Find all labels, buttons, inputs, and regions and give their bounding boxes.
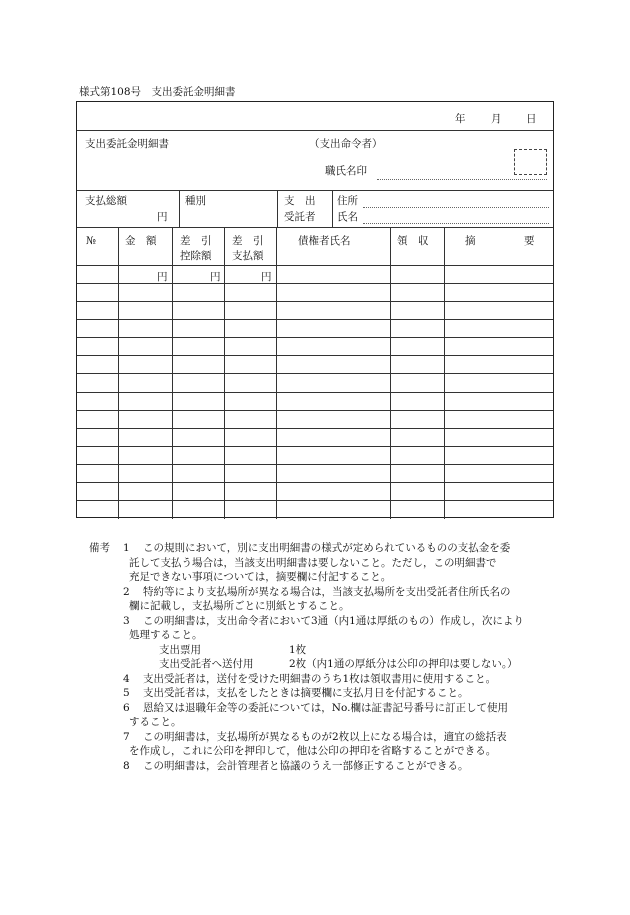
type-label: 種別: [185, 195, 206, 207]
date-day-label: 日: [526, 113, 537, 125]
note-text: 支出受託者は，支払をしたときは摘要欄に支払月日を付記すること。: [143, 687, 469, 699]
col-header-amount: 金 額: [125, 235, 157, 247]
total-unit: 円: [157, 211, 168, 223]
address-label: 住所: [337, 195, 358, 207]
table-row[interactable]: [77, 410, 553, 411]
col-header-no: №: [86, 235, 96, 247]
table-row[interactable]: [77, 355, 553, 356]
table-row[interactable]: [77, 319, 553, 320]
table-top: [77, 227, 553, 228]
table-row[interactable]: [77, 428, 553, 429]
col-header-remarks: 要: [524, 235, 535, 247]
note-text: を作成し，これに公印を押印して，他は公印の押印を省略することができる。: [129, 745, 497, 757]
payee-label: 支 出: [284, 195, 316, 207]
table-row[interactable]: [77, 373, 553, 374]
note-text: この明細書は，支払場所が異なるものが2枚以上になる場合は，適宜の総括表: [143, 730, 507, 743]
unit-deduction: 円: [210, 271, 221, 283]
note-number: 2: [123, 585, 130, 598]
name-seal-line[interactable]: [377, 179, 547, 180]
table-row[interactable]: [77, 446, 553, 447]
note-text: 処理すること。: [129, 629, 203, 641]
unit-amount: 円: [157, 271, 168, 283]
note-number: 4: [123, 672, 130, 685]
form-title: 様式第108号 支出委託金明細書: [79, 86, 236, 98]
note-text: 恩給又は退職年金等の委託については，No.欄は証書記号番号に訂正して使用: [143, 701, 508, 714]
statement-form: [76, 101, 554, 518]
col-header-creditor: 債権者氏名: [298, 235, 351, 247]
total-label: 支払総額: [85, 195, 127, 207]
col-header-deduction: 控除額: [180, 250, 212, 262]
issuer-label: （支出命令者）: [309, 138, 383, 150]
name-seal-label: 職氏名印: [325, 165, 367, 177]
table-row[interactable]: [77, 500, 553, 501]
col-header-deduction: 差 引: [180, 235, 212, 247]
payee-label: 受託者: [284, 211, 316, 223]
note-text: すること。: [129, 716, 182, 728]
note-text: 充足できない事項については，摘要欄に付記すること。: [129, 571, 392, 583]
note-text: 託して支払う場合は，当該支出明細書は要しないこと。ただし，この明細書で: [129, 556, 497, 569]
divider: [77, 190, 553, 191]
name-field[interactable]: [363, 223, 549, 224]
note-number: 6: [123, 701, 130, 714]
date-month-label: 月: [491, 113, 502, 125]
table-row[interactable]: [77, 392, 553, 393]
notes-label: 備考: [89, 542, 110, 554]
note-text: 欄に記載し，支払場所ごとに別紙とすること。: [129, 600, 350, 612]
name-label: 氏名: [337, 211, 358, 223]
table-row[interactable]: [77, 464, 553, 465]
distribution-count: 2枚（内1通の厚紙分は公印の押印は要しない。）: [289, 658, 518, 670]
address-field[interactable]: [363, 207, 549, 208]
distribution-count: 1枚: [289, 643, 307, 656]
distribution-label: 支出受託者へ送付用: [159, 658, 254, 670]
note-text: この明細書は，会計管理者と協議のうえ一部修正することができる。: [143, 759, 469, 772]
divider: [77, 130, 553, 131]
unit-net: 円: [261, 271, 272, 283]
note-number: 7: [123, 730, 130, 743]
note-text: この規則において，別に支出明細書の様式が定められているものの支払金を委: [143, 542, 511, 554]
table-row[interactable]: [77, 337, 553, 338]
col-header-receipt: 領 収: [397, 235, 429, 247]
table-row[interactable]: [77, 265, 553, 266]
note-number: 3: [123, 614, 130, 627]
note-number: 5: [123, 687, 130, 699]
col-header-net: 差 引: [232, 235, 264, 247]
col-header-net: 支払額: [232, 250, 264, 262]
seal-box[interactable]: [514, 149, 547, 175]
note-number: 8: [123, 759, 130, 772]
note-text: 特約等により支払場所が異なる場合は，当該支払場所を支出受託者住所氏名の: [143, 585, 511, 598]
table-row[interactable]: [77, 482, 553, 483]
col-header-remarks: 摘: [465, 235, 476, 247]
table-row[interactable]: [77, 301, 553, 302]
note-text: この明細書は，支出命令者において3通（内1通は厚紙のもの）作成し，次により: [143, 614, 524, 627]
table-row[interactable]: [77, 283, 553, 284]
note-number: 1: [123, 542, 130, 554]
doc-title: 支出委託金明細書: [85, 138, 169, 150]
distribution-label: 支出票用: [159, 643, 201, 656]
note-text: 支出受託者は，送付を受けた明細書のうち1枚は領収書用に使用すること。: [143, 672, 497, 685]
date-year-label: 年: [455, 113, 466, 125]
